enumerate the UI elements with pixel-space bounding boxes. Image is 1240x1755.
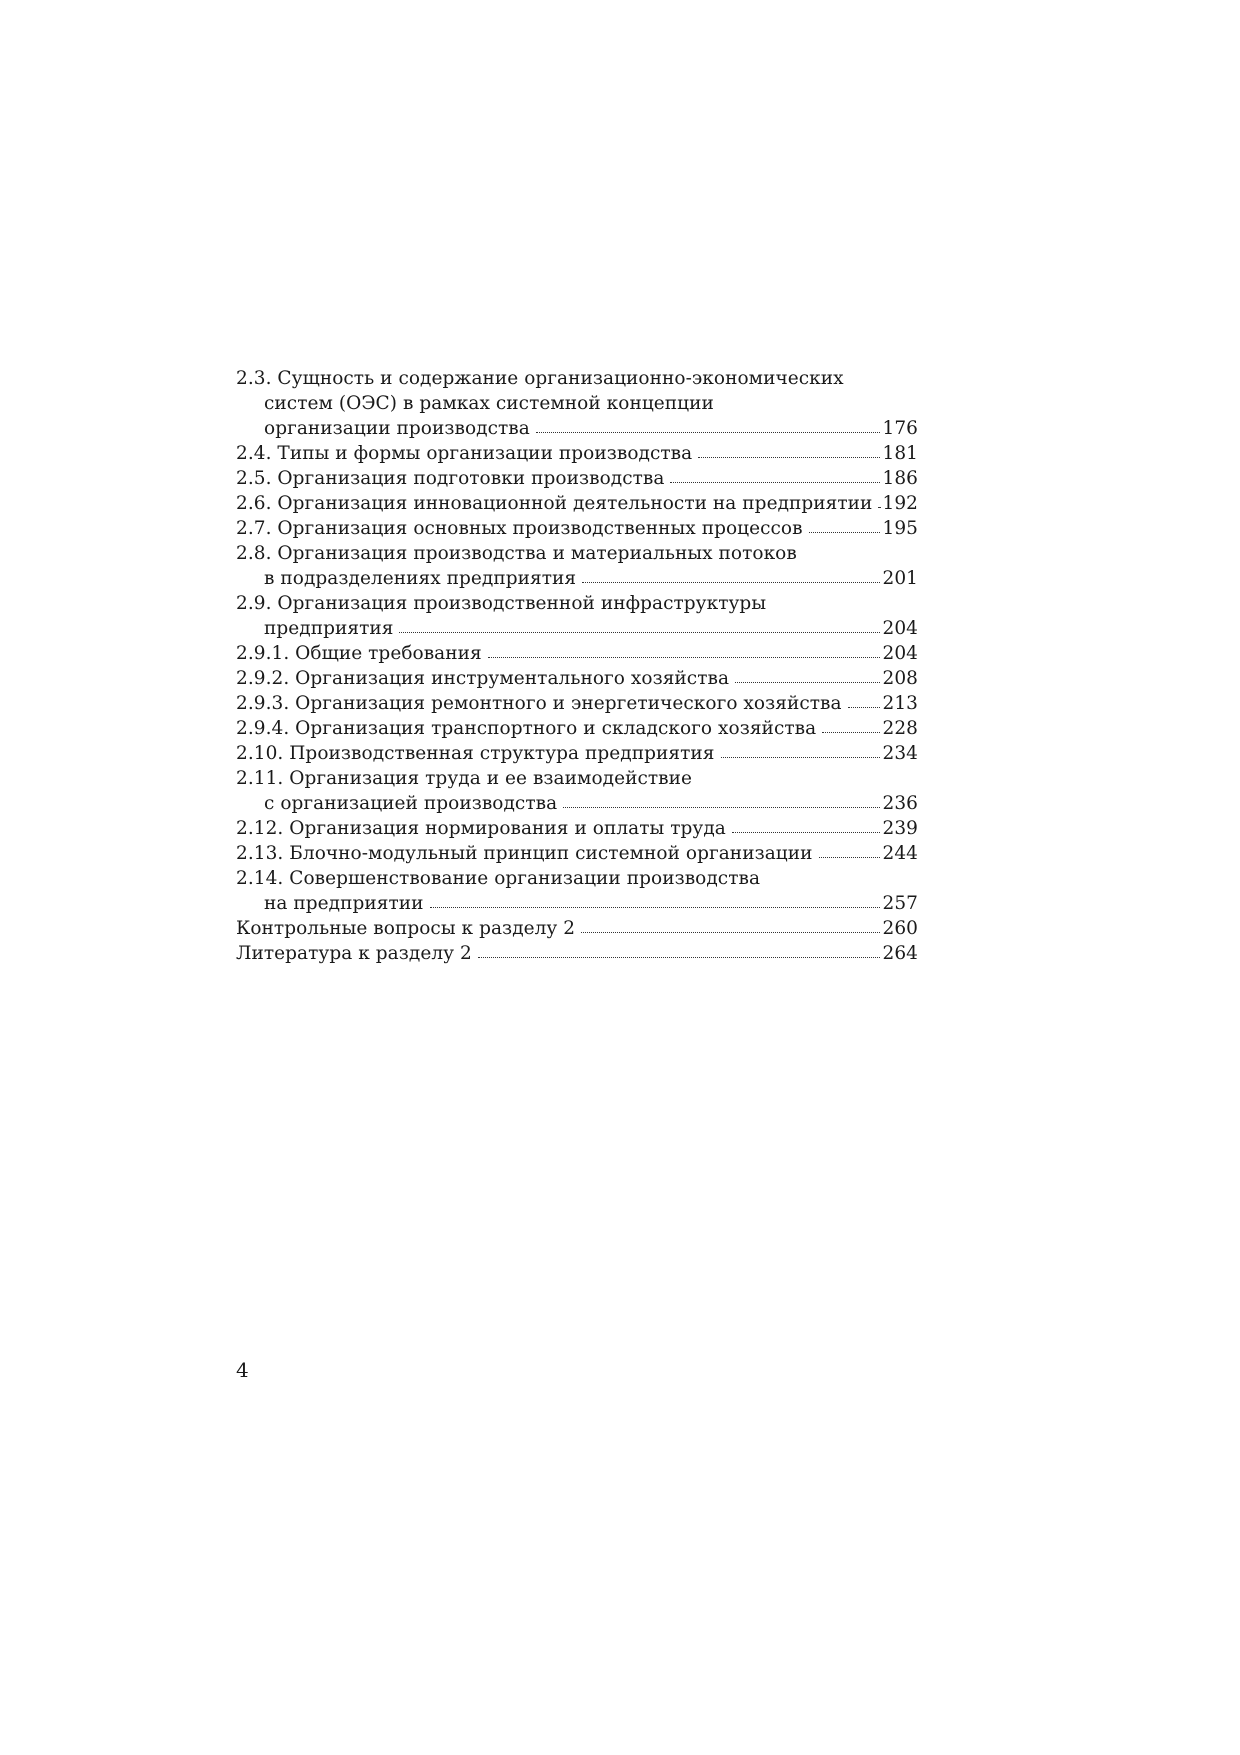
toc-page-number: 260 bbox=[882, 918, 918, 939]
toc-entry-title: 2.10. Производственная структура предприятия bbox=[236, 743, 715, 764]
toc-line bbox=[236, 566, 918, 591]
toc-entry bbox=[236, 591, 918, 641]
toc-page-number: 239 bbox=[882, 818, 918, 839]
toc-page-number: 201 bbox=[882, 568, 918, 589]
toc-line bbox=[236, 466, 918, 491]
toc-page-number: 264 bbox=[882, 943, 918, 964]
toc-page-number: 213 bbox=[882, 693, 918, 714]
toc-page-number: 186 bbox=[882, 468, 918, 489]
toc-line bbox=[236, 791, 918, 816]
toc-entry bbox=[236, 641, 918, 666]
toc-entry-title: 2.8. Организация производства и материальных потоков bbox=[236, 543, 797, 564]
toc-entry-title: 2.6. Организация инновационной деятельности на предприятии bbox=[236, 493, 873, 514]
dot-leader bbox=[582, 581, 879, 583]
dot-leader bbox=[399, 631, 879, 633]
dot-leader bbox=[721, 756, 880, 758]
toc-page-number: 204 bbox=[882, 618, 918, 639]
dot-leader bbox=[670, 481, 879, 483]
toc-page-number: 257 bbox=[882, 893, 918, 914]
toc-line bbox=[236, 891, 918, 916]
toc-line bbox=[236, 941, 918, 966]
toc-page-number: 195 bbox=[882, 518, 918, 539]
toc-line bbox=[236, 866, 918, 891]
toc-entry-title: Литература к разделу 2 bbox=[236, 943, 472, 964]
toc-entry-title: 2.13. Блочно-модульный принцип системной организации bbox=[236, 843, 813, 864]
dot-leader bbox=[488, 656, 880, 658]
toc-entry-title: в подразделениях предприятия bbox=[264, 568, 577, 589]
toc-line bbox=[236, 716, 918, 741]
toc-page-number: 234 bbox=[882, 743, 918, 764]
toc-entry bbox=[236, 516, 918, 541]
toc-entry bbox=[236, 916, 918, 941]
toc-entry-title: 2.4. Типы и формы организации производства bbox=[236, 443, 693, 464]
toc-line bbox=[236, 416, 918, 441]
toc-page-number: 192 bbox=[882, 493, 918, 514]
toc-entry bbox=[236, 366, 918, 441]
dot-leader bbox=[478, 956, 880, 958]
toc-entry bbox=[236, 841, 918, 866]
toc-entry-title: предприятия bbox=[264, 618, 394, 639]
toc-line bbox=[236, 916, 918, 941]
toc-entry-title: 2.3. Сущность и содержание организационно-экономических bbox=[236, 368, 844, 389]
toc-entry-title: 2.9.4. Организация транспортного и складского хозяйства bbox=[236, 718, 817, 739]
toc-line bbox=[236, 666, 918, 691]
toc-entry-title: 2.9. Организация производственной инфраструктуры bbox=[236, 593, 767, 614]
toc-line bbox=[236, 766, 918, 791]
toc-line bbox=[236, 691, 918, 716]
toc-entry bbox=[236, 541, 918, 591]
dot-leader bbox=[563, 806, 879, 808]
toc-entry-title: на предприятии bbox=[264, 893, 424, 914]
toc-line bbox=[236, 541, 918, 566]
toc-page-number: 181 bbox=[882, 443, 918, 464]
dot-leader bbox=[581, 931, 879, 933]
toc-entry-title: 2.9.1. Общие требования bbox=[236, 643, 482, 664]
toc-line bbox=[236, 816, 918, 841]
toc-entry-title: организации производства bbox=[264, 418, 530, 439]
toc-line bbox=[236, 516, 918, 541]
toc-entry bbox=[236, 941, 918, 966]
toc-line bbox=[236, 616, 918, 641]
toc-page-number: 236 bbox=[882, 793, 918, 814]
toc-entry bbox=[236, 441, 918, 466]
toc-page-number: 244 bbox=[882, 843, 918, 864]
toc-entry-title: 2.14. Совершенствование организации производства bbox=[236, 868, 761, 889]
toc-entry bbox=[236, 766, 918, 816]
toc-entry bbox=[236, 466, 918, 491]
dot-leader bbox=[822, 731, 879, 733]
toc-line bbox=[236, 641, 918, 666]
toc-entry bbox=[236, 666, 918, 691]
toc-entry bbox=[236, 491, 918, 516]
toc-line bbox=[236, 741, 918, 766]
toc-entry bbox=[236, 691, 918, 716]
toc-line bbox=[236, 591, 918, 616]
toc-entry bbox=[236, 741, 918, 766]
toc-entry-title: 2.9.2. Организация инструментального хозяйства bbox=[236, 668, 730, 689]
dot-leader bbox=[732, 831, 880, 833]
toc-line bbox=[236, 841, 918, 866]
toc-entry-title: 2.12. Организация нормирования и оплаты труда bbox=[236, 818, 726, 839]
dot-leader bbox=[819, 856, 880, 858]
dot-leader bbox=[878, 506, 879, 508]
toc-entry-title: 2.7. Организация основных производственных процессов bbox=[236, 518, 803, 539]
toc-entry-title: с организацией производства bbox=[264, 793, 558, 814]
toc-entry bbox=[236, 816, 918, 841]
dot-leader bbox=[735, 681, 879, 683]
toc-page-number: 176 bbox=[882, 418, 918, 439]
dot-leader bbox=[536, 431, 880, 433]
toc-line bbox=[236, 391, 918, 416]
toc-page-number: 228 bbox=[882, 718, 918, 739]
dot-leader bbox=[698, 456, 879, 458]
dot-leader bbox=[809, 531, 880, 533]
toc-entry-title: 2.11. Организация труда и ее взаимодействие bbox=[236, 768, 692, 789]
toc-entry-title: 2.5. Организация подготовки производства bbox=[236, 468, 665, 489]
toc-entry-title: Контрольные вопросы к разделу 2 bbox=[236, 918, 576, 939]
toc-entry-title: 2.9.3. Организация ремонтного и энергетического хозяйства bbox=[236, 693, 842, 714]
toc-entry bbox=[236, 866, 918, 916]
toc-page-number: 204 bbox=[882, 643, 918, 664]
toc-line bbox=[236, 366, 918, 391]
dot-leader bbox=[430, 906, 880, 908]
toc-page-number: 208 bbox=[882, 668, 918, 689]
toc-entry bbox=[236, 716, 918, 741]
table-of-contents bbox=[236, 366, 918, 966]
toc-line bbox=[236, 491, 918, 516]
page-number: 4 bbox=[236, 1358, 249, 1382]
toc-entry-title: систем (ОЭС) в рамках системной концепции bbox=[264, 393, 714, 414]
toc-line bbox=[236, 441, 918, 466]
dot-leader bbox=[848, 706, 880, 708]
